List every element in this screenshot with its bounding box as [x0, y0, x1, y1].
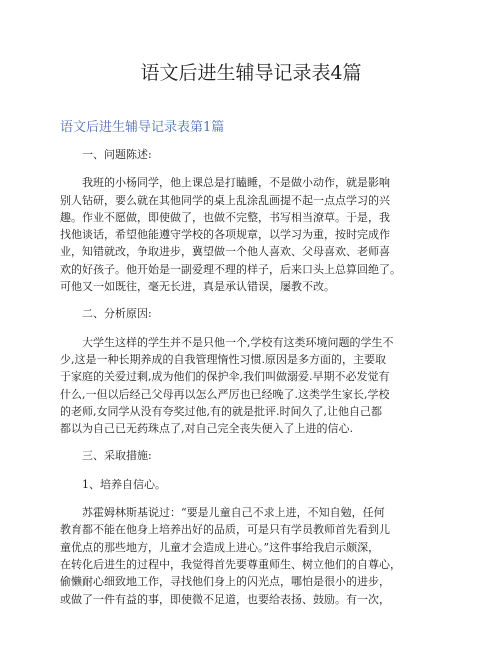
- section-title: 语文后进生辅导记录表第1篇: [60, 120, 225, 135]
- paragraph-line: 苏霍姆林斯基说过：“要是儿童自己不求上进，不知自勉，任何: [82, 506, 385, 520]
- paragraph-line: 我班的小杨同学，他上课总是打瞌睡，不是做小动作，就是影响: [82, 176, 390, 190]
- paragraph-line: 于家庭的关爱过剩,成为他们的保护伞,我们叫做溺爱.早期不必发觉有: [60, 370, 390, 384]
- paragraph-line: 教育都不能在他身上培养出好的品质，可是只有学员教师首先看到儿: [60, 523, 390, 537]
- paragraph-line: 都以为自己已无药珠点了,对自己完全丧失便入了上进的信心.: [60, 422, 353, 436]
- paragraph-problem: [60, 174, 450, 295]
- paragraph-line: 找他谈话，希望他能遵守学校的各项规章，以学习为重，按时完成作: [60, 228, 390, 242]
- paragraph-line: 童优点的那些地方，儿童才会造成上进心。”这件事给我启示颇深，: [60, 540, 380, 554]
- heading-analysis: 二、分析原因:: [82, 307, 152, 321]
- paragraph-line: 欢的好孩子。他开始是一副爱理不理的样子，后来口头上总算回绝了。: [60, 262, 401, 276]
- paragraph-line: 在转化后进生的过程中，我觉得首先要尊重师生、树立他们的自尊心，: [60, 557, 401, 571]
- document-body: [60, 146, 450, 618]
- paragraph-line: 趣。作业不愿做，即使做了，也做不完整，书写相当潦草。于是，我: [60, 210, 390, 224]
- heading-measures: 三、采取措施:: [82, 449, 152, 463]
- paragraph-confidence: [60, 504, 450, 608]
- document-title: 语文后进生辅导记录表4篇: [140, 62, 362, 84]
- heading-problem: 一、问题陈述:: [82, 148, 152, 161]
- paragraph-line: 别人钻研，要么就在其他同学的桌上乱涂乱画提不起一点点学习的兴: [60, 193, 390, 207]
- paragraph-line: 偷懒耐心细致地工作，寻找他们身上的闪光点，哪怕是很小的进步，: [60, 575, 390, 589]
- paragraph-line: 可他又一如既往，毫无长进，真是承认错误，屡教不改。: [60, 280, 335, 294]
- paragraph-line: 业，知错就改，争取进步，冀望做一个他人喜欢、父母喜欢、老师喜: [60, 245, 390, 259]
- paragraph-line: 的老师,女同学从没有夸奖过他,有的就是批评.时间久了,让他自己都: [60, 404, 382, 418]
- paragraph-line: 或做了一件有益的事，即使微不足道，也要给表扬、鼓励。有一次，: [60, 592, 390, 606]
- paragraph-line: 大学生这样的学生并不是只他一个,学校有这类环境问题的学生不: [82, 335, 394, 349]
- paragraph-line: 少,这是一种长期养成的自我管理惰性习惯.原因是多方面的，主要取: [60, 352, 386, 366]
- paragraph-analysis: [60, 334, 450, 438]
- heading-confidence: 1、培养自信心。: [82, 477, 166, 491]
- paragraph-line: 什么,一但以后经己父母再以怎么严厉也已经晚了.这类学生家长,学校: [60, 387, 390, 401]
